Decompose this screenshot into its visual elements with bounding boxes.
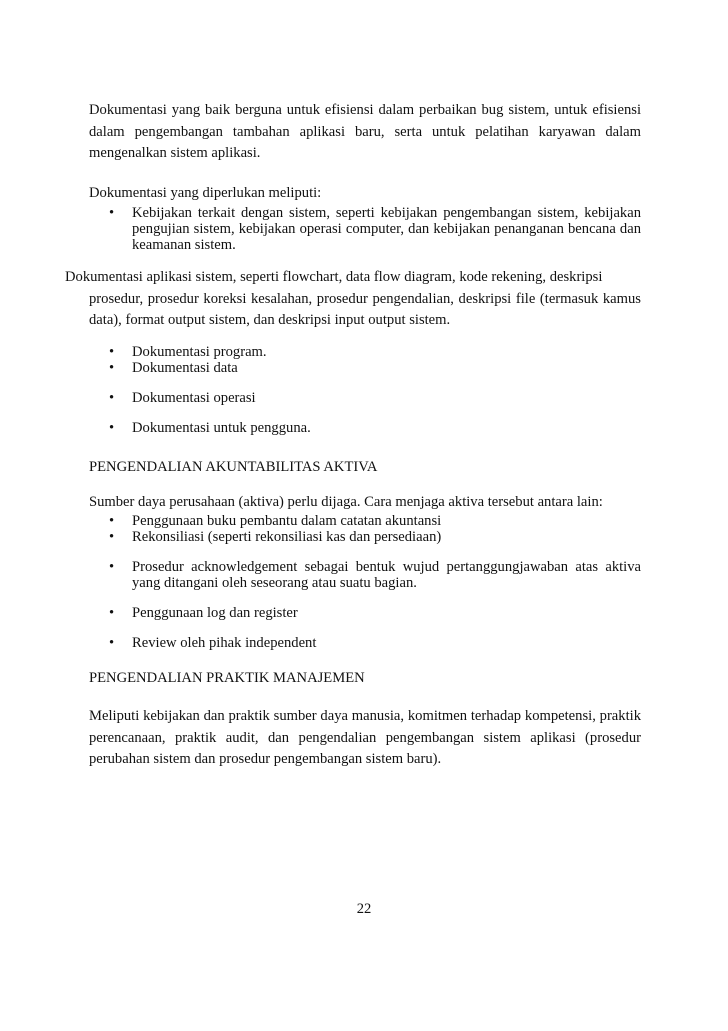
list-item-text: Prosedur acknowledgement sebagai bentuk wujud pertanggungjawaban atas aktiva yang ditangani oleh seseorang atau suatu bagian. — [132, 559, 641, 591]
paragraph-first-line: Dokumentasi aplikasi sistem, seperti flowchart, data flow diagram, kode rekening, deskripsi — [65, 269, 603, 285]
bullet-icon: • — [109, 344, 115, 360]
paragraph-documentation-benefit: Dokumentasi yang baik berguna untuk efisiensi dalam perbaikan bug sistem, untuk efisiensi dalam pengembangan tambahan aplikasi baru, serta untuk pelatihan karyawan dalam mengenalkan sistem aplikasi. — [89, 102, 641, 161]
list-item-text: Rekonsiliasi (seperti rekonsiliasi kas dan persediaan) — [132, 529, 442, 545]
list-item-text: Review oleh pihak independent — [132, 635, 317, 651]
list-item-text: Penggunaan buku pembantu dalam catatan akuntansi — [132, 513, 442, 529]
list-item-asset-review — [109, 636, 641, 652]
bullet-icon: • — [109, 205, 115, 221]
paragraph-assets: Sumber daya perusahaan (aktiva) perlu dijaga. Cara menjaga aktiva tersebut antara lain: — [89, 494, 603, 510]
bullet-icon: • — [109, 360, 115, 376]
heading-management-practice: PENGENDALIAN PRAKTIK MANAJEMEN — [89, 670, 365, 686]
list-item-asset-reconciliation — [109, 530, 641, 546]
list-item-asset-acknowledgement — [109, 560, 641, 592]
list-item-asset-ledger — [109, 514, 641, 530]
list-item-doc-data — [109, 361, 641, 377]
bullet-icon: • — [109, 420, 115, 436]
bullet-icon: • — [109, 605, 115, 621]
list-item-text: Kebijakan terkait dengan sistem, seperti kebijakan pengembangan sistem, kebijakan pengujian sistem, kebijakan operasi computer, dan kebijakan penanganan bencana dan keamanan sistem. — [132, 205, 641, 253]
paragraph-documentation-needed: Dokumentasi yang diperlukan meliputi: — [89, 185, 322, 201]
paragraph-application-documentation — [65, 267, 641, 332]
list-item-text: Dokumentasi operasi — [132, 390, 256, 406]
bullet-icon: • — [109, 513, 115, 529]
list-item-text: Dokumentasi program. — [132, 344, 267, 360]
list-item-policy — [109, 206, 641, 253]
paragraph-continuation: prosedur, prosedur koreksi kesalahan, prosedur pengendalian, deskripsi file (termasuk kamus data), format output sistem, dan deskripsi input output sistem. — [89, 290, 641, 328]
list-item-text: Dokumentasi data — [132, 360, 238, 376]
list-item-doc-operation — [109, 391, 641, 407]
list-item-text: Dokumentasi untuk pengguna. — [132, 420, 311, 436]
bullet-icon: • — [109, 635, 115, 651]
bullet-icon: • — [109, 559, 115, 575]
list-item-asset-log — [109, 606, 641, 622]
bullet-icon: • — [109, 529, 115, 545]
list-item-doc-program — [109, 345, 641, 361]
heading-asset-accountability: PENGENDALIAN AKUNTABILITAS AKTIVA — [89, 459, 378, 475]
page-number: 22 — [356, 901, 372, 917]
list-item-text: Penggunaan log dan register — [132, 605, 298, 621]
paragraph-management: Meliputi kebijakan dan praktik sumber daya manusia, komitmen terhadap kompetensi, praktik perencanaan, praktik audit, dan pengendalian pengembangan sistem aplikasi (prosedur perubahan sistem dan prosedur pengembangan sistem baru). — [89, 708, 641, 767]
bullet-icon: • — [109, 390, 115, 406]
list-item-doc-user — [109, 421, 641, 437]
